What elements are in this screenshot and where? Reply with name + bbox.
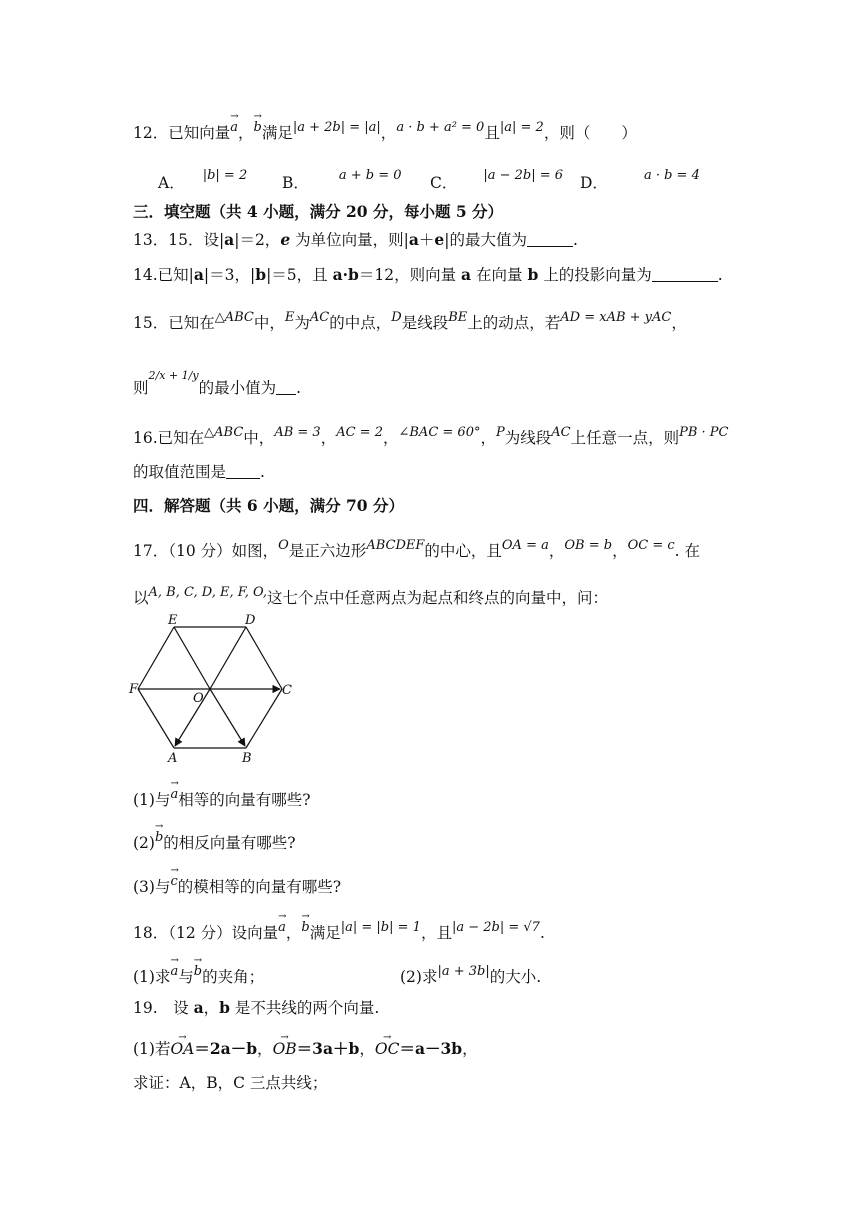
q16-dot-product: PB · PC xyxy=(679,425,729,440)
q12-option-a: A． |b| = 2 xyxy=(158,168,248,192)
diag-d-o xyxy=(210,627,246,689)
hexagon-figure xyxy=(128,614,298,764)
answer-blank xyxy=(652,281,718,282)
q12-cond2: a · b + a² = 0 xyxy=(396,120,485,135)
q19-sub1: (1)若→ OA＝2a－b，→ OB＝3a＋b，→ OC＝a－3b， xyxy=(133,1039,478,1059)
vector-ob xyxy=(210,689,245,746)
diag-e-o xyxy=(174,627,210,689)
q15-line2: 则$^{2/x + 1/y}$的最小值为 . xyxy=(133,369,302,397)
answer-blank xyxy=(226,478,260,479)
label-a: A xyxy=(168,751,178,764)
q12-option-b: B． a + b = 0 xyxy=(282,168,402,192)
q17-sub2: (2)→ b的相反向量有哪些? xyxy=(133,833,296,855)
q19-stem: 19. 设 a，b 是不共线的两个向量. xyxy=(133,998,380,1017)
answer-blank xyxy=(276,394,296,395)
q17-line1: 17．（10 分）如图，$^O$是正六边形$^{ABCDEF}$的中心，且$^{OA = a}$，$^{OB = b}$，$^{OC = c}$. 在 xyxy=(133,538,700,560)
q12-stem: 12．已知向量→ a，→ b满足$^{|a + 2b| = |a|}$，$^{a \cdot b + a^2 = 0}$且$^{|a| = 2}$，则（ ） xyxy=(133,123,637,145)
q16-line1: 16.已知在$^{\triangle ABC}$中，$^{AB = 3}$，$^{AC = 2}$，$^{\angle BAC = 60^\circ}$，$^P$为线段$^{AC}$上任意一点，则$^{PB \cdot PC}$ xyxy=(133,425,729,447)
label-o: O xyxy=(193,691,204,706)
edge-c-b xyxy=(246,689,282,748)
q12-cond3: |a| = 2 xyxy=(499,120,544,135)
q12-option-c: C． |a − 2b| = 6 xyxy=(430,168,564,192)
q15-vector-expr: AD = xAB + yAC xyxy=(560,310,672,325)
label-d: D xyxy=(245,614,256,628)
q14: 14.已知|a|＝3，|b|＝5，且 a·b＝12，则向量 a 在向量 b 上的投影向量为 . xyxy=(133,265,723,284)
q15-fraction: 2/x + 1/y xyxy=(148,369,199,382)
q12-cond1: |a + 2b| = |a| xyxy=(292,120,381,135)
q18-stem: 18．（12 分）设向量→ a，→ b满足$^{|a| = |b| = 1}$，且$^{|a - 2b| = √7}$. xyxy=(133,923,545,945)
label-e: E xyxy=(168,614,178,628)
label-c: C xyxy=(282,683,292,698)
edge-a-f xyxy=(138,689,174,748)
q17-sub1: (1)与→ a相等的向量有哪些? xyxy=(133,790,311,812)
q18-sub1: (1)求→ a与→ b的夹角； xyxy=(133,967,264,989)
q12-option-d: D． a · b = 4 xyxy=(580,168,700,192)
q18-sub2: (2)求$^{|a + 3b|}$的大小. xyxy=(400,964,542,986)
vector-b: → b xyxy=(254,118,262,138)
q16-line2: 的取值范围是 . xyxy=(133,463,265,481)
vector-a: → a xyxy=(230,118,238,138)
answer-blank xyxy=(527,246,573,247)
section-4-heading: 四．解答题（共 6 小题，满分 70 分） xyxy=(133,496,404,515)
edge-f-e xyxy=(138,627,174,689)
q17-sub3: (3)与→ c的模相等的向量有哪些? xyxy=(133,877,341,899)
section-3-heading: 三．填空题（共 4 小题，满分 20 分，每小题 5 分） xyxy=(133,202,504,221)
q15-line1: 15．已知在$^{\triangle ABC}$中，$^E$为$^{AC}$的中点，$^D$是线段$^{BE}$上的动点，若$^{AD = xAB + yAC}$， xyxy=(133,310,687,332)
label-f: F xyxy=(129,682,139,697)
q13: 13．15．设|a|＝2，e 为单位向量，则|a＋e|的最大值为 . xyxy=(133,230,578,249)
q17-line2: 以$^{A, B, C, D, E, F, O,}$这七个点中任意两点为起点和终点的向量中，问： xyxy=(133,585,609,607)
label-b: B xyxy=(242,751,252,764)
edge-d-c xyxy=(246,627,282,689)
q19-proof: 求证：A，B，C 三点共线； xyxy=(133,1074,328,1092)
